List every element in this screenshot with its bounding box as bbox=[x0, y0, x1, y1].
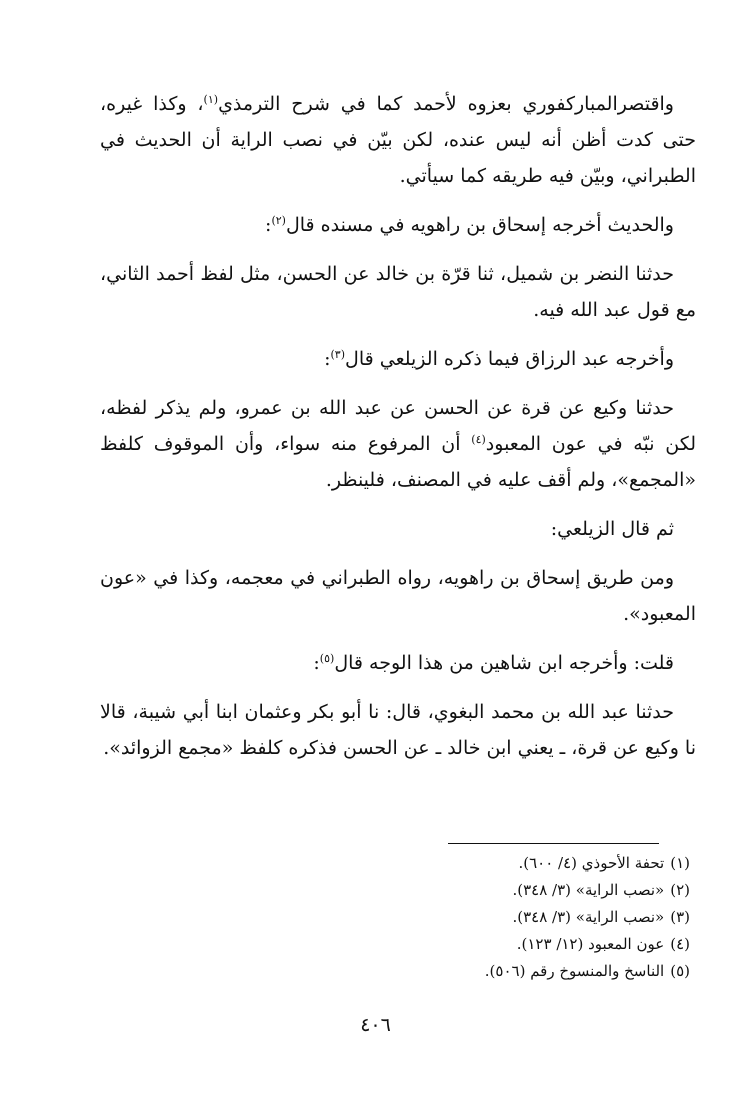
paragraph-9: حدثنا عبد الله بن محمد البغوي، قال: نا أبو بكر وعثمان ابنا أبي شيبة، قالا نا وكيع عن قرة، ـ يعني ابن خالد ـ عن الحسن فذكره كلفظ «مجمع الزوائد». bbox=[100, 701, 696, 759]
footnote-2: (٢)«نصب الراية» (٣/ ٣٤٨). bbox=[512, 881, 690, 899]
paragraph-7: ومن طريق إسحاق بن راهويه، رواه الطبراني في معجمه، وكذا في «عون المعبود». bbox=[100, 567, 696, 625]
footnote-ref-5: (٥) bbox=[319, 652, 335, 665]
footnote-5: (٥)الناسخ والمنسوخ رقم (٥٠٦). bbox=[484, 962, 690, 980]
footnote-3: (٣)«نصب الراية» (٣/ ٣٤٨). bbox=[512, 908, 690, 926]
paragraph-4: وأخرجه عبد الرزاق فيما ذكره الزيلعي قال$^{(٣)}$: bbox=[324, 348, 674, 370]
paragraph-8: قلت: وأخرجه ابن شاهين من هذا الوجه قال$^{(٥)}$: bbox=[313, 652, 674, 674]
footnote-ref-2: (٢) bbox=[271, 214, 286, 227]
page-number: ٤٠٦ bbox=[360, 1014, 391, 1036]
paragraph-2: والحديث أخرجه إسحاق بن راهويه في مسنده قال$^{(٢)}$: bbox=[265, 214, 674, 236]
footnote-separator bbox=[448, 843, 659, 844]
main-text bbox=[100, 86, 696, 779]
paragraph-5: حدثنا وكيع عن قرة عن الحسن عن عبد الله بن عمرو، ولم يذكر لفظه، لكن نبّه في عون المعبود$^{(٤)}$ أن المرفوع منه سواء، وأن الموقوف كلفظ «المجمع»، ولم أقف عليه في المصنف، فلينظر. bbox=[100, 397, 696, 491]
paragraph-3: حدثنا النضر بن شميل، ثنا قرّة بن خالد عن الحسن، مثل لفظ أحمد الثاني، مع قول عبد الله فيه. bbox=[100, 263, 696, 321]
footnote-ref-3: (٣) bbox=[330, 348, 346, 361]
paragraph-6: ثم قال الزيلعي: bbox=[550, 518, 674, 540]
footnote-ref-4: (٤) bbox=[471, 433, 486, 446]
footnotes bbox=[100, 850, 696, 985]
paragraph-1: واقتصرالمباركفوري بعزوه لأحمد كما في شرح الترمذي$^{(١)}$، وكذا غيره، حتى كدت أظن أنه ليس عنده، لكن بيّن في نصب الراية أن الحديث في الطبراني، وبيّن فيه طريقه كما سيأتي. bbox=[100, 93, 696, 187]
footnote-1: (١)تحفة الأحوذي (٤/ ٦٠٠). bbox=[518, 854, 690, 872]
footnote-ref-1: (١) bbox=[203, 93, 219, 106]
footnote-4: (٤)عون المعبود (١٢/ ١٢٣). bbox=[516, 935, 690, 953]
